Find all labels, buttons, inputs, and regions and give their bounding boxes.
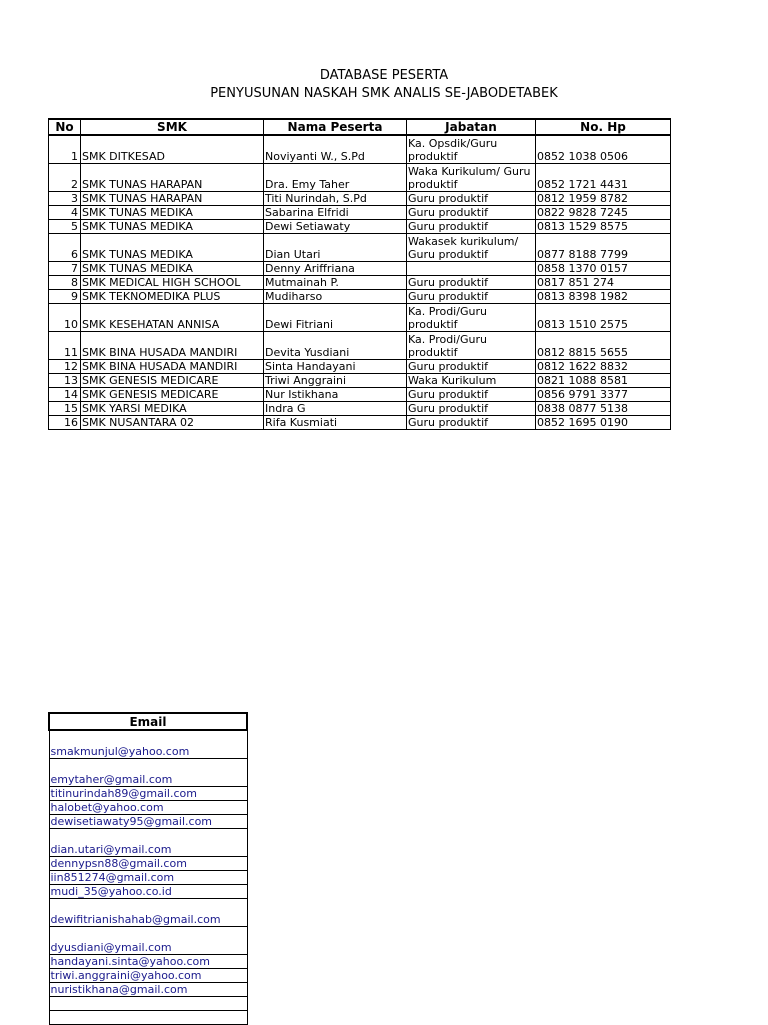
cell-email[interactable]: titinurindah89@gmail.com — [49, 786, 247, 800]
cell-email[interactable]: handayani.sinta@yahoo.com — [49, 954, 247, 968]
header-jabatan: Jabatan — [407, 119, 536, 135]
cell-smk: SMK BINA HUSADA MANDIRI — [81, 359, 264, 373]
table-row — [49, 261, 671, 275]
cell-nama: Noviyanti W., S.Pd — [264, 135, 407, 163]
cell-smk: SMK TUNAS HARAPAN — [81, 163, 264, 191]
cell-email[interactable]: nuristikhana@gmail.com — [49, 982, 247, 996]
cell-jabatan — [407, 191, 536, 205]
jabatan-line: Guru produktif — [408, 401, 489, 415]
email-row — [49, 996, 247, 1010]
table-row — [49, 415, 671, 429]
jabatan-line: Guru produktif — [408, 415, 489, 429]
cell-email[interactable]: dennypsn88@gmail.com — [49, 856, 247, 870]
email-row — [49, 982, 247, 996]
cell-email[interactable] — [49, 996, 247, 1010]
cell-email[interactable]: dewifitrianishahab@gmail.com — [49, 898, 247, 926]
cell-hp: 0852 1695 0190 — [536, 415, 671, 429]
document-subtitle: PENYUSUNAN NASKAH SMK ANALIS SE-JABODETABEK — [210, 86, 558, 101]
jabatan-line: Guru produktif — [408, 219, 489, 233]
cell-jabatan — [407, 163, 536, 191]
email-table — [48, 712, 248, 1025]
table-row — [49, 359, 671, 373]
email-row — [49, 828, 247, 856]
cell-email[interactable]: dian.utari@ymail.com — [49, 828, 247, 856]
cell-smk: SMK KESEHATAN ANNISA — [81, 303, 264, 331]
email-row — [49, 926, 247, 954]
cell-jabatan — [407, 387, 536, 401]
cell-hp: 0858 1370 0157 — [536, 261, 671, 275]
cell-jabatan — [407, 415, 536, 429]
cell-smk: SMK TUNAS MEDIKA — [81, 233, 264, 261]
email-row — [49, 968, 247, 982]
cell-smk: SMK MEDICAL HIGH SCHOOL — [81, 275, 264, 289]
cell-jabatan — [407, 373, 536, 387]
cell-hp: 0812 1622 8832 — [536, 359, 671, 373]
jabatan-line: Guru produktif — [408, 289, 489, 303]
email-row — [49, 730, 247, 758]
email-row — [49, 1010, 247, 1024]
email-row — [49, 856, 247, 870]
header-no: No — [49, 119, 81, 135]
email-row — [49, 898, 247, 926]
cell-email[interactable]: iin851274@gmail.com — [49, 870, 247, 884]
cell-hp: 0822 9828 7245 — [536, 205, 671, 219]
cell-smk: SMK TUNAS MEDIKA — [81, 219, 264, 233]
header-email: Email — [49, 713, 247, 730]
jabatan-line: Ka. Prodi/Guru — [408, 332, 487, 346]
jabatan-line: Waka Kurikulum/ Guru — [408, 164, 531, 178]
cell-email[interactable] — [49, 1010, 247, 1024]
table-row — [49, 233, 671, 261]
cell-no: 7 — [49, 261, 81, 275]
cell-smk: SMK DITKESAD — [81, 135, 264, 163]
cell-jabatan — [407, 359, 536, 373]
cell-email[interactable]: mudi_35@yahoo.co.id — [49, 884, 247, 898]
cell-no: 2 — [49, 163, 81, 191]
email-row — [49, 800, 247, 814]
cell-nama: Titi Nurindah, S.Pd — [264, 191, 407, 205]
jabatan-line: Guru produktif — [408, 247, 489, 261]
table-row — [49, 289, 671, 303]
table-row — [49, 387, 671, 401]
cell-jabatan — [407, 331, 536, 359]
cell-hp: 0821 1088 8581 — [536, 373, 671, 387]
email-row — [49, 870, 247, 884]
cell-no: 3 — [49, 191, 81, 205]
jabatan-line: Guru produktif — [408, 275, 489, 289]
cell-smk: SMK TEKNOMEDIKA PLUS — [81, 289, 264, 303]
cell-hp: 0817 851 274 — [536, 275, 671, 289]
email-row — [49, 954, 247, 968]
document-title: DATABASE PESERTA — [319, 68, 449, 83]
cell-jabatan — [407, 275, 536, 289]
cell-nama: Rifa Kusmiati — [264, 415, 407, 429]
email-row — [49, 758, 247, 786]
cell-hp: 0877 8188 7799 — [536, 233, 671, 261]
jabatan-line: Guru produktif — [408, 387, 489, 401]
cell-no: 4 — [49, 205, 81, 219]
cell-no: 15 — [49, 401, 81, 415]
cell-nama: Mudiharso — [264, 289, 407, 303]
jabatan-line: Guru produktif — [408, 359, 489, 373]
jabatan-line: Ka. Prodi/Guru — [408, 304, 487, 318]
email-row — [49, 814, 247, 828]
cell-hp: 0838 0877 5138 — [536, 401, 671, 415]
table-row — [49, 331, 671, 359]
table-header-row — [49, 119, 671, 135]
table-row — [49, 191, 671, 205]
cell-nama: Indra G — [264, 401, 407, 415]
cell-email[interactable]: smakmunjul@yahoo.com — [49, 730, 247, 758]
cell-nama: Dewi Fitriani — [264, 303, 407, 331]
cell-no: 5 — [49, 219, 81, 233]
cell-email[interactable]: emytaher@gmail.com — [49, 758, 247, 786]
table-row — [49, 163, 671, 191]
jabatan-line: produktif — [408, 177, 458, 191]
cell-smk: SMK GENESIS MEDICARE — [81, 387, 264, 401]
cell-smk: SMK YARSI MEDIKA — [81, 401, 264, 415]
cell-nama: Triwi Anggraini — [264, 373, 407, 387]
cell-email[interactable]: triwi.anggraini@yahoo.com — [49, 968, 247, 982]
jabatan-line: produktif — [408, 317, 458, 331]
cell-hp: 0813 8398 1982 — [536, 289, 671, 303]
cell-nama: Nur Istikhana — [264, 387, 407, 401]
cell-jabatan — [407, 135, 536, 163]
cell-email[interactable]: dewisetiawaty95@gmail.com — [49, 814, 247, 828]
email-row — [49, 884, 247, 898]
cell-no: 6 — [49, 233, 81, 261]
participants-table — [48, 118, 671, 430]
cell-no: 10 — [49, 303, 81, 331]
jabatan-line: Wakasek kurikulum/ — [408, 234, 519, 248]
cell-smk: SMK NUSANTARA 02 — [81, 415, 264, 429]
cell-nama: Denny Ariffriana — [264, 261, 407, 275]
table-row — [49, 401, 671, 415]
cell-no: 1 — [49, 135, 81, 163]
cell-nama: Dian Utari — [264, 233, 407, 261]
jabatan-line: produktif — [408, 345, 458, 359]
table-row — [49, 205, 671, 219]
cell-jabatan — [407, 401, 536, 415]
cell-nama: Mutmainah P. — [264, 275, 407, 289]
cell-no: 12 — [49, 359, 81, 373]
cell-no: 9 — [49, 289, 81, 303]
cell-hp: 0813 1529 8575 — [536, 219, 671, 233]
cell-nama: Devita Yusdiani — [264, 331, 407, 359]
cell-hp: 0852 1721 4431 — [536, 163, 671, 191]
cell-email[interactable]: halobet@yahoo.com — [49, 800, 247, 814]
jabatan-line: Ka. Opsdik/Guru — [408, 136, 498, 150]
cell-no: 11 — [49, 331, 81, 359]
cell-no: 16 — [49, 415, 81, 429]
jabatan-line: Waka Kurikulum — [408, 373, 497, 387]
jabatan-line: Guru produktif — [408, 191, 489, 205]
cell-jabatan — [407, 261, 536, 275]
cell-hp: 0856 9791 3377 — [536, 387, 671, 401]
jabatan-line: Guru produktif — [408, 205, 489, 219]
cell-smk: SMK TUNAS MEDIKA — [81, 205, 264, 219]
cell-no: 8 — [49, 275, 81, 289]
header-nama: Nama Peserta — [264, 119, 407, 135]
header-smk: SMK — [81, 119, 264, 135]
table-row — [49, 303, 671, 331]
cell-nama: Dewi Setiawaty — [264, 219, 407, 233]
cell-smk: SMK TUNAS MEDIKA — [81, 261, 264, 275]
header-hp: No. Hp — [536, 119, 671, 135]
cell-smk: SMK GENESIS MEDICARE — [81, 373, 264, 387]
cell-email[interactable]: dyusdiani@ymail.com — [49, 926, 247, 954]
cell-smk: SMK TUNAS HARAPAN — [81, 191, 264, 205]
cell-jabatan — [407, 219, 536, 233]
cell-hp: 0852 1038 0506 — [536, 135, 671, 163]
cell-nama: Dra. Emy Taher — [264, 163, 407, 191]
table-row — [49, 135, 671, 163]
cell-jabatan — [407, 289, 536, 303]
cell-smk: SMK BINA HUSADA MANDIRI — [81, 331, 264, 359]
jabatan-line: produktif — [408, 149, 458, 163]
cell-hp: 0812 1959 8782 — [536, 191, 671, 205]
cell-jabatan — [407, 233, 536, 261]
cell-nama: Sabarina Elfridi — [264, 205, 407, 219]
cell-jabatan — [407, 205, 536, 219]
cell-jabatan — [407, 303, 536, 331]
cell-hp: 0812 8815 5655 — [536, 331, 671, 359]
table-row — [49, 219, 671, 233]
cell-nama: Sinta Handayani — [264, 359, 407, 373]
cell-no: 13 — [49, 373, 81, 387]
cell-no: 14 — [49, 387, 81, 401]
table-row — [49, 373, 671, 387]
email-row — [49, 786, 247, 800]
cell-hp: 0813 1510 2575 — [536, 303, 671, 331]
table-row — [49, 275, 671, 289]
